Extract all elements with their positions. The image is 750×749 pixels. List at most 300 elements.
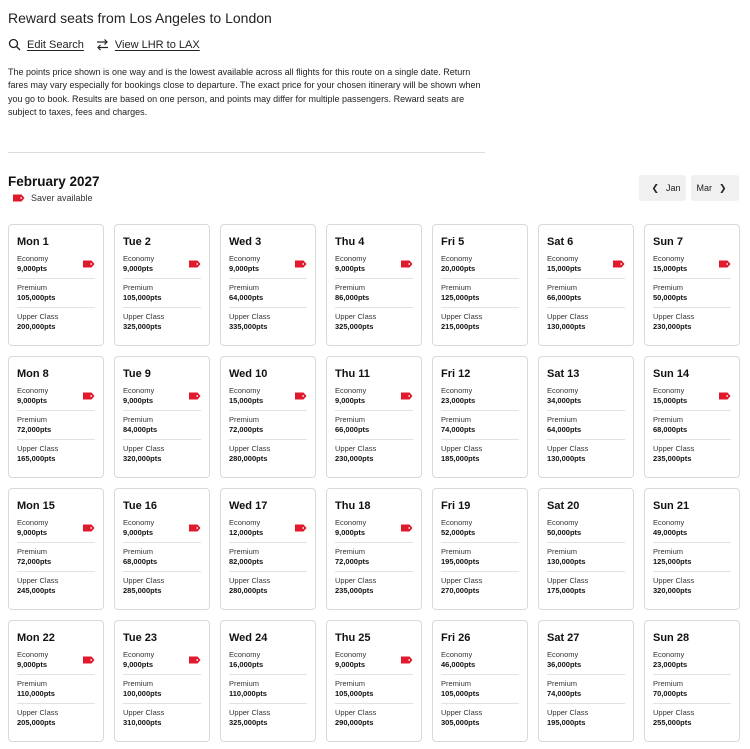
day-label: Tue 9 bbox=[123, 368, 151, 380]
day-label: Wed 24 bbox=[229, 632, 268, 644]
fare-row bbox=[123, 283, 201, 308]
saver-tag-icon bbox=[188, 519, 201, 537]
fare-row bbox=[17, 708, 95, 732]
fare-row bbox=[123, 679, 201, 704]
fare-row bbox=[653, 415, 731, 440]
points-price: 280,000pts bbox=[229, 454, 268, 463]
fare-row bbox=[547, 312, 625, 336]
day-label: Sat 6 bbox=[547, 236, 574, 248]
view-reverse-route-link[interactable] bbox=[96, 38, 200, 51]
cabin-class-label: Premium bbox=[441, 679, 472, 688]
cabin-class-label: Economy bbox=[547, 650, 579, 659]
fare-row bbox=[441, 415, 519, 440]
points-price: 9,000pts bbox=[123, 396, 154, 405]
saver-tag-icon bbox=[294, 387, 307, 405]
fare-row bbox=[441, 650, 519, 675]
day-card[interactable] bbox=[538, 224, 634, 346]
cabin-class-label: Upper Class bbox=[123, 708, 165, 717]
day-card[interactable] bbox=[432, 224, 528, 346]
cabin-class-label: Premium bbox=[229, 679, 260, 688]
points-price: 9,000pts bbox=[17, 396, 48, 405]
fare-row bbox=[653, 386, 731, 411]
fare-row bbox=[229, 576, 307, 600]
fare-row bbox=[229, 415, 307, 440]
saver-tag-icon bbox=[12, 194, 25, 202]
points-price: 255,000pts bbox=[653, 718, 692, 727]
saver-tag-icon bbox=[82, 519, 95, 537]
points-price: 130,000pts bbox=[547, 454, 586, 463]
pricing-disclaimer: The points price shown is one way and is the lowest available across all flights for this route on a single date. Return fares may vary especially for bookings close to departure. The exact price for your chosen itinerary will be shown when you go to book. Results are based on one person, and points may differ for multiple passengers. Reward seats are subject to taxes, fees and charges. bbox=[8, 67, 481, 118]
next-month-button[interactable] bbox=[691, 175, 739, 201]
saver-tag-icon bbox=[400, 519, 413, 537]
cabin-class-label: Economy bbox=[123, 650, 155, 659]
points-price: 12,000pts bbox=[229, 528, 264, 537]
cabin-class-label: Premium bbox=[441, 547, 472, 556]
day-card[interactable] bbox=[432, 356, 528, 478]
day-card[interactable] bbox=[326, 488, 422, 610]
fare-row bbox=[335, 547, 413, 572]
points-price: 9,000pts bbox=[229, 264, 260, 273]
edit-search-link[interactable] bbox=[8, 38, 84, 51]
saver-legend bbox=[12, 193, 93, 203]
cabin-class-label: Upper Class bbox=[653, 312, 695, 321]
day-label: Thu 25 bbox=[335, 632, 371, 644]
fare-row bbox=[547, 576, 625, 600]
fare-row bbox=[653, 283, 731, 308]
points-price: 105,000pts bbox=[123, 293, 162, 302]
cabin-class-label: Economy bbox=[653, 386, 685, 395]
next-month-label: Mar bbox=[696, 183, 712, 193]
cabin-class-label: Premium bbox=[123, 415, 154, 424]
saver-tag-icon bbox=[294, 519, 307, 537]
day-card[interactable] bbox=[432, 488, 528, 610]
cabin-class-label: Premium bbox=[17, 283, 48, 292]
fare-row bbox=[547, 444, 625, 468]
day-card[interactable] bbox=[8, 620, 104, 742]
cabin-class-label: Premium bbox=[335, 283, 366, 292]
day-label: Sat 13 bbox=[547, 368, 580, 380]
points-price: 74,000pts bbox=[441, 425, 476, 434]
fare-row bbox=[17, 312, 95, 336]
day-label: Fri 5 bbox=[441, 236, 465, 248]
points-price: 9,000pts bbox=[335, 264, 366, 273]
cabin-class-label: Premium bbox=[653, 547, 684, 556]
cabin-class-label: Upper Class bbox=[441, 708, 483, 717]
day-card[interactable] bbox=[538, 356, 634, 478]
cabin-class-label: Economy bbox=[335, 650, 367, 659]
previous-month-label: Jan bbox=[666, 183, 681, 193]
cabin-class-label: Economy bbox=[653, 518, 685, 527]
fare-row bbox=[17, 386, 95, 411]
points-price: 285,000pts bbox=[123, 586, 162, 595]
cabin-class-label: Economy bbox=[17, 254, 49, 263]
fare-row bbox=[335, 444, 413, 468]
day-label: Sat 20 bbox=[547, 500, 580, 512]
fare-row bbox=[441, 254, 519, 279]
points-price: 86,000pts bbox=[335, 293, 370, 302]
points-price: 50,000pts bbox=[547, 528, 582, 537]
points-price: 74,000pts bbox=[547, 689, 582, 698]
fare-row bbox=[123, 547, 201, 572]
day-label: Mon 22 bbox=[17, 632, 55, 644]
day-card[interactable] bbox=[8, 224, 104, 346]
chevron-right-icon: ❯ bbox=[718, 182, 727, 193]
points-price: 9,000pts bbox=[123, 264, 154, 273]
cabin-class-label: Upper Class bbox=[547, 312, 589, 321]
fare-row bbox=[229, 518, 307, 543]
points-price: 82,000pts bbox=[229, 557, 264, 566]
view-reverse-route-label: View LHR to LAX bbox=[114, 38, 200, 51]
cabin-class-label: Upper Class bbox=[335, 312, 377, 321]
cabin-class-label: Upper Class bbox=[653, 444, 695, 453]
day-card[interactable] bbox=[220, 620, 316, 742]
saver-tag-icon bbox=[188, 387, 201, 405]
fare-row bbox=[441, 679, 519, 704]
day-card[interactable] bbox=[644, 620, 740, 742]
points-price: 50,000pts bbox=[653, 293, 688, 302]
fare-row bbox=[123, 444, 201, 468]
fare-row bbox=[17, 254, 95, 279]
cabin-class-label: Premium bbox=[547, 547, 578, 556]
cabin-class-label: Premium bbox=[547, 679, 578, 688]
fare-row bbox=[335, 312, 413, 336]
points-price: 105,000pts bbox=[441, 689, 480, 698]
cabin-class-label: Upper Class bbox=[17, 312, 59, 321]
cabin-class-label: Premium bbox=[229, 283, 260, 292]
fare-row bbox=[441, 518, 519, 543]
fare-row bbox=[441, 386, 519, 411]
day-card[interactable] bbox=[220, 488, 316, 610]
saver-tag-icon bbox=[400, 255, 413, 273]
points-price: 23,000pts bbox=[441, 396, 476, 405]
fare-row bbox=[123, 518, 201, 543]
cabin-class-label: Economy bbox=[335, 386, 367, 395]
day-label: Fri 26 bbox=[441, 632, 471, 644]
day-card[interactable] bbox=[114, 620, 210, 742]
points-price: 200,000pts bbox=[17, 322, 56, 331]
cabin-class-label: Premium bbox=[653, 283, 684, 292]
cabin-class-label: Upper Class bbox=[441, 444, 483, 453]
points-price: 15,000pts bbox=[547, 264, 582, 273]
fare-row bbox=[123, 254, 201, 279]
points-price: 9,000pts bbox=[123, 528, 154, 537]
cabin-class-label: Economy bbox=[123, 518, 155, 527]
fare-row bbox=[17, 679, 95, 704]
saver-tag-icon bbox=[82, 387, 95, 405]
fare-row bbox=[229, 650, 307, 675]
cabin-class-label: Upper Class bbox=[335, 444, 377, 453]
cabin-class-label: Economy bbox=[229, 650, 261, 659]
points-price: 9,000pts bbox=[335, 528, 366, 537]
cabin-class-label: Premium bbox=[17, 679, 48, 688]
fare-row bbox=[17, 547, 95, 572]
points-price: 15,000pts bbox=[653, 264, 688, 273]
fare-row bbox=[335, 254, 413, 279]
points-price: 105,000pts bbox=[17, 293, 56, 302]
points-price: 9,000pts bbox=[17, 528, 48, 537]
cabin-class-label: Upper Class bbox=[547, 444, 589, 453]
cabin-class-label: Economy bbox=[547, 518, 579, 527]
fare-row bbox=[335, 518, 413, 543]
month-heading: February 2027 bbox=[8, 174, 100, 189]
saver-tag-icon bbox=[718, 387, 731, 405]
points-price: 245,000pts bbox=[17, 586, 56, 595]
cabin-class-label: Economy bbox=[17, 386, 49, 395]
fare-row bbox=[123, 415, 201, 440]
cabin-class-label: Premium bbox=[335, 415, 366, 424]
fare-row bbox=[229, 386, 307, 411]
saver-tag-icon bbox=[400, 387, 413, 405]
cabin-class-label: Economy bbox=[17, 650, 49, 659]
points-price: 36,000pts bbox=[547, 660, 582, 669]
saver-tag-icon bbox=[82, 255, 95, 273]
cabin-class-label: Premium bbox=[123, 547, 154, 556]
cabin-class-label: Premium bbox=[547, 283, 578, 292]
points-price: 235,000pts bbox=[335, 586, 374, 595]
cabin-class-label: Upper Class bbox=[229, 312, 271, 321]
points-price: 64,000pts bbox=[229, 293, 264, 302]
points-price: 64,000pts bbox=[547, 425, 582, 434]
cabin-class-label: Economy bbox=[441, 650, 473, 659]
day-label: Tue 23 bbox=[123, 632, 158, 644]
points-price: 125,000pts bbox=[441, 293, 480, 302]
points-price: 9,000pts bbox=[123, 660, 154, 669]
fare-row bbox=[229, 312, 307, 336]
page-title: Reward seats from Los Angeles to London bbox=[8, 10, 272, 26]
points-price: 15,000pts bbox=[653, 396, 688, 405]
cabin-class-label: Upper Class bbox=[229, 708, 271, 717]
fare-row bbox=[547, 415, 625, 440]
cabin-class-label: Premium bbox=[441, 415, 472, 424]
cabin-class-label: Premium bbox=[441, 283, 472, 292]
cabin-class-label: Economy bbox=[229, 386, 261, 395]
day-card[interactable] bbox=[114, 356, 210, 478]
fare-row bbox=[335, 576, 413, 600]
day-card[interactable] bbox=[326, 356, 422, 478]
fare-row bbox=[17, 415, 95, 440]
cabin-class-label: Economy bbox=[123, 254, 155, 263]
points-price: 100,000pts bbox=[123, 689, 162, 698]
fare-row bbox=[335, 679, 413, 704]
points-price: 66,000pts bbox=[547, 293, 582, 302]
fare-row bbox=[441, 547, 519, 572]
day-label: Mon 1 bbox=[17, 236, 49, 248]
fare-row bbox=[17, 518, 95, 543]
cabin-class-label: Upper Class bbox=[123, 576, 165, 585]
fare-row bbox=[123, 386, 201, 411]
points-price: 72,000pts bbox=[229, 425, 264, 434]
points-price: 305,000pts bbox=[441, 718, 480, 727]
points-price: 66,000pts bbox=[335, 425, 370, 434]
fare-row bbox=[17, 444, 95, 468]
fare-row bbox=[123, 708, 201, 732]
day-card[interactable] bbox=[114, 488, 210, 610]
fare-row bbox=[335, 283, 413, 308]
day-label: Fri 19 bbox=[441, 500, 471, 512]
fare-row bbox=[335, 415, 413, 440]
fare-row bbox=[653, 518, 731, 543]
cabin-class-label: Economy bbox=[123, 386, 155, 395]
cabin-class-label: Upper Class bbox=[547, 708, 589, 717]
day-card[interactable] bbox=[8, 356, 104, 478]
cabin-class-label: Economy bbox=[441, 386, 473, 395]
saver-tag-icon bbox=[188, 255, 201, 273]
cabin-class-label: Upper Class bbox=[123, 444, 165, 453]
cabin-class-label: Premium bbox=[229, 415, 260, 424]
fare-row bbox=[335, 650, 413, 675]
cabin-class-label: Economy bbox=[229, 518, 261, 527]
fare-row bbox=[17, 650, 95, 675]
cabin-class-label: Economy bbox=[441, 518, 473, 527]
fare-row bbox=[229, 679, 307, 704]
cabin-class-label: Premium bbox=[123, 679, 154, 688]
day-card[interactable] bbox=[220, 224, 316, 346]
cabin-class-label: Premium bbox=[335, 679, 366, 688]
day-card[interactable] bbox=[326, 620, 422, 742]
points-price: 230,000pts bbox=[335, 454, 374, 463]
fare-row bbox=[653, 650, 731, 675]
points-price: 9,000pts bbox=[335, 660, 366, 669]
cabin-class-label: Economy bbox=[335, 254, 367, 263]
points-price: 175,000pts bbox=[547, 586, 586, 595]
fare-row bbox=[441, 283, 519, 308]
day-label: Sun 7 bbox=[653, 236, 683, 248]
day-label: Fri 12 bbox=[441, 368, 471, 380]
points-price: 9,000pts bbox=[17, 660, 48, 669]
cabin-class-label: Economy bbox=[441, 254, 473, 263]
day-label: Mon 15 bbox=[17, 500, 55, 512]
fare-row bbox=[335, 708, 413, 732]
cabin-class-label: Upper Class bbox=[335, 576, 377, 585]
points-price: 325,000pts bbox=[123, 322, 162, 331]
points-price: 215,000pts bbox=[441, 322, 480, 331]
fare-row bbox=[547, 386, 625, 411]
fare-row bbox=[229, 254, 307, 279]
points-price: 46,000pts bbox=[441, 660, 476, 669]
fare-row bbox=[653, 444, 731, 468]
cabin-class-label: Economy bbox=[229, 254, 261, 263]
day-card[interactable] bbox=[432, 620, 528, 742]
fare-row bbox=[123, 312, 201, 336]
points-price: 20,000pts bbox=[441, 264, 476, 273]
saver-tag-icon bbox=[400, 651, 413, 669]
day-card[interactable] bbox=[538, 620, 634, 742]
cabin-class-label: Upper Class bbox=[123, 312, 165, 321]
day-card[interactable] bbox=[326, 224, 422, 346]
cabin-class-label: Economy bbox=[17, 518, 49, 527]
points-price: 105,000pts bbox=[335, 689, 374, 698]
fare-row bbox=[653, 576, 731, 600]
fare-row bbox=[547, 679, 625, 704]
day-card[interactable] bbox=[114, 224, 210, 346]
day-label: Wed 17 bbox=[229, 500, 268, 512]
points-price: 325,000pts bbox=[229, 718, 268, 727]
fare-row bbox=[547, 650, 625, 675]
fare-row bbox=[123, 576, 201, 600]
fare-row bbox=[229, 283, 307, 308]
cabin-class-label: Upper Class bbox=[17, 444, 59, 453]
cabin-class-label: Upper Class bbox=[653, 576, 695, 585]
saver-tag-icon bbox=[82, 651, 95, 669]
fare-row bbox=[123, 650, 201, 675]
points-price: 335,000pts bbox=[229, 322, 268, 331]
points-price: 49,000pts bbox=[653, 528, 688, 537]
day-card[interactable] bbox=[538, 488, 634, 610]
previous-month-button[interactable] bbox=[639, 175, 686, 201]
fare-row bbox=[441, 708, 519, 732]
points-price: 70,000pts bbox=[653, 689, 688, 698]
points-price: 9,000pts bbox=[335, 396, 366, 405]
points-price: 72,000pts bbox=[17, 425, 52, 434]
search-icon bbox=[8, 38, 21, 51]
cabin-class-label: Upper Class bbox=[229, 576, 271, 585]
day-card[interactable] bbox=[644, 224, 740, 346]
points-price: 9,000pts bbox=[17, 264, 48, 273]
cabin-class-label: Premium bbox=[653, 415, 684, 424]
calendar-grid bbox=[8, 224, 740, 742]
fare-row bbox=[547, 708, 625, 732]
day-label: Sun 28 bbox=[653, 632, 690, 644]
cabin-class-label: Upper Class bbox=[441, 312, 483, 321]
points-price: 130,000pts bbox=[547, 322, 586, 331]
points-price: 270,000pts bbox=[441, 586, 480, 595]
points-price: 68,000pts bbox=[653, 425, 688, 434]
points-price: 325,000pts bbox=[335, 322, 374, 331]
points-price: 130,000pts bbox=[547, 557, 586, 566]
fare-row bbox=[229, 708, 307, 732]
points-price: 185,000pts bbox=[441, 454, 480, 463]
day-label: Thu 18 bbox=[335, 500, 371, 512]
cabin-class-label: Upper Class bbox=[229, 444, 271, 453]
cabin-class-label: Upper Class bbox=[653, 708, 695, 717]
saver-tag-icon bbox=[718, 255, 731, 273]
points-price: 110,000pts bbox=[229, 689, 267, 698]
points-price: 125,000pts bbox=[653, 557, 692, 566]
cabin-class-label: Upper Class bbox=[17, 708, 59, 717]
points-price: 290,000pts bbox=[335, 718, 374, 727]
points-price: 68,000pts bbox=[123, 557, 158, 566]
cabin-class-label: Premium bbox=[17, 547, 48, 556]
fare-row bbox=[653, 679, 731, 704]
fare-row bbox=[653, 254, 731, 279]
day-card[interactable] bbox=[644, 488, 740, 610]
cabin-class-label: Premium bbox=[229, 547, 260, 556]
cabin-class-label: Premium bbox=[335, 547, 366, 556]
day-label: Sun 21 bbox=[653, 500, 690, 512]
points-price: 72,000pts bbox=[17, 557, 52, 566]
cabin-class-label: Economy bbox=[335, 518, 367, 527]
points-price: 23,000pts bbox=[653, 660, 688, 669]
day-label: Wed 10 bbox=[229, 368, 268, 380]
day-label: Sat 27 bbox=[547, 632, 580, 644]
day-card[interactable] bbox=[8, 488, 104, 610]
fare-row bbox=[441, 576, 519, 600]
fare-row bbox=[547, 283, 625, 308]
points-price: 84,000pts bbox=[123, 425, 158, 434]
day-card[interactable] bbox=[644, 356, 740, 478]
edit-search-label: Edit Search bbox=[27, 38, 84, 51]
cabin-class-label: Upper Class bbox=[441, 576, 483, 585]
section-divider bbox=[8, 152, 485, 153]
day-label: Sun 14 bbox=[653, 368, 690, 380]
day-label: Thu 4 bbox=[335, 236, 365, 248]
fare-row bbox=[547, 547, 625, 572]
points-price: 320,000pts bbox=[123, 454, 162, 463]
day-label: Mon 8 bbox=[17, 368, 49, 380]
cabin-class-label: Upper Class bbox=[17, 576, 59, 585]
day-card[interactable] bbox=[220, 356, 316, 478]
cabin-class-label: Economy bbox=[547, 386, 579, 395]
